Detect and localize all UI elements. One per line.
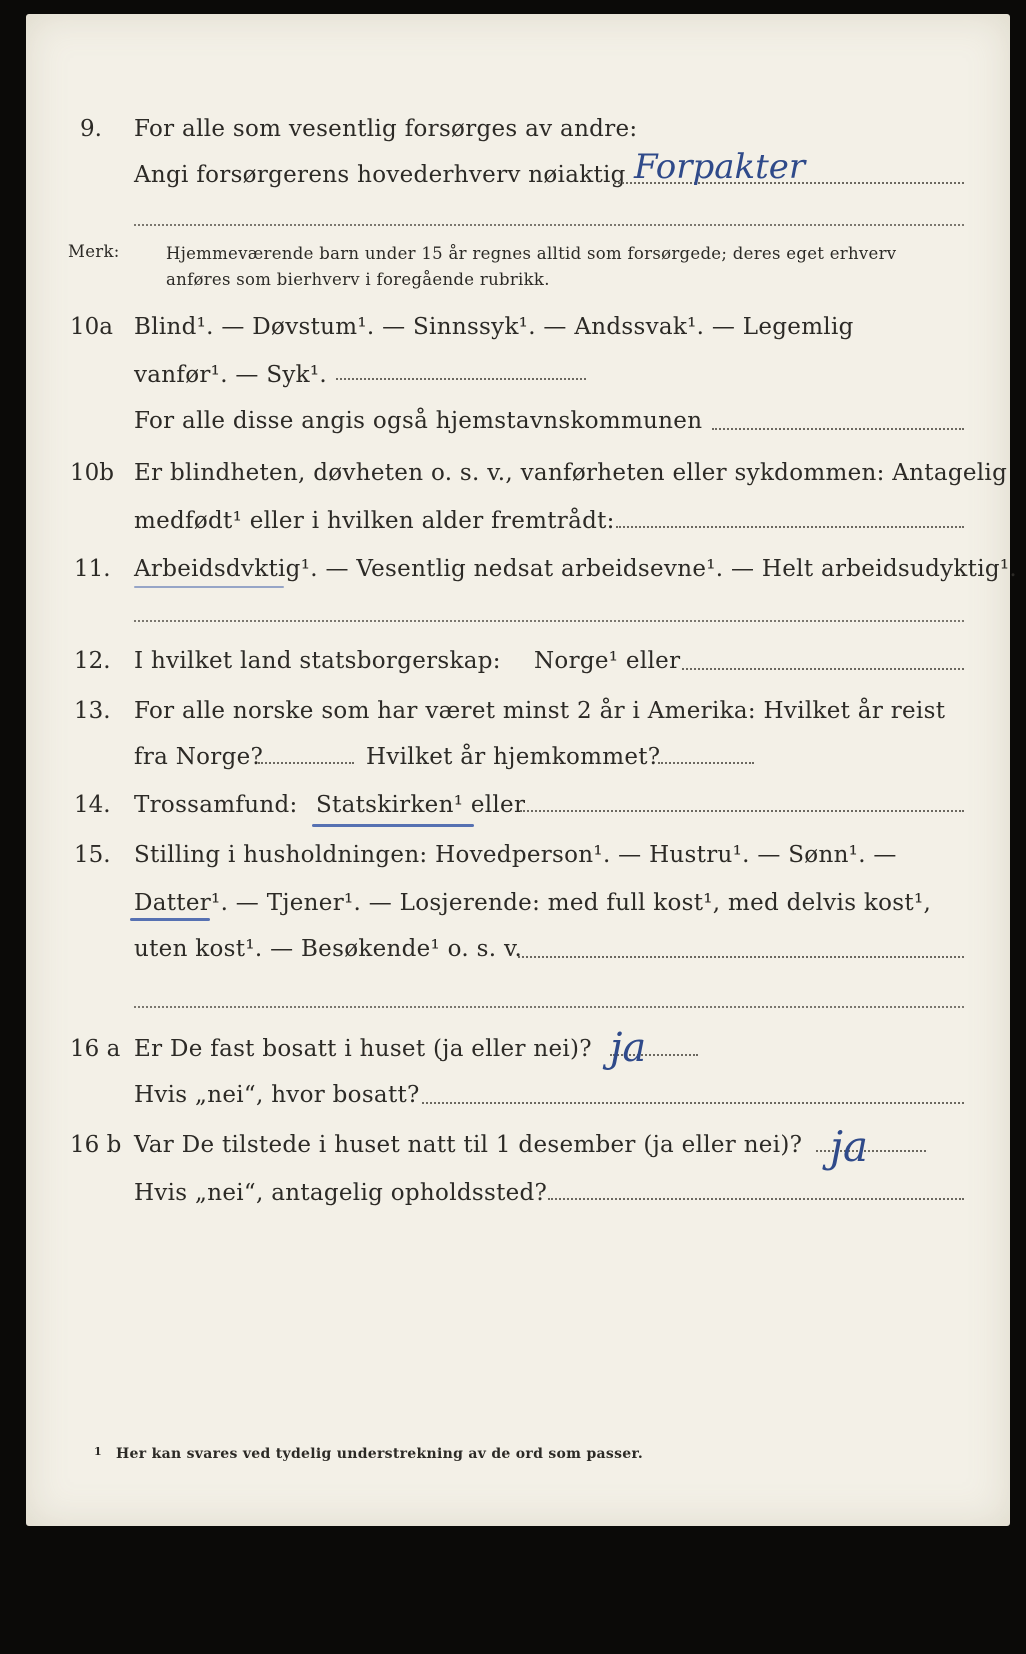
question-14-text: Trossamfund:: [134, 792, 298, 818]
question-11-text: Arbeidsdvktig¹. — Vesentlig nedsat arbeidsevne¹. — Helt arbeidsudyktig¹.: [134, 556, 1018, 582]
question-16b-line-1: Var De tilstede i huset natt til 1 desember (ja eller nei)?: [134, 1132, 803, 1158]
faint-smudge: [462, 1634, 572, 1654]
question-10a-line-2: vanfør¹. — Syk¹.: [134, 362, 328, 388]
question-10a-number: 10a: [70, 314, 113, 340]
question-15-handwritten-underline: [130, 918, 210, 921]
question-10b-answer-line: [616, 526, 964, 528]
question-12-text: I hvilket land statsborgerskap:: [134, 648, 501, 674]
question-16a-handwritten-answer[interactable]: ja: [610, 1025, 647, 1071]
question-12-answer-line: [682, 668, 964, 670]
question-15-number: 15.: [74, 842, 111, 868]
question-15-line-2: Datter¹. — Tjener¹. — Losjerende: med full kost¹, med delvis kost¹,: [134, 890, 932, 916]
question-9-text: For alle som vesentlig forsørges av andre:: [134, 116, 638, 142]
question-13-number: 13.: [74, 698, 111, 724]
question-15-line-3: uten kost¹. — Besøkende¹ o. s. v.: [134, 936, 523, 962]
question-16b-number: 16 b: [70, 1132, 122, 1158]
note-line-1: Hjemmeværende barn under 15 år regnes alltid som forsørgede; deres eget erhverv: [166, 244, 897, 263]
question-10a-sick-line: [336, 378, 586, 380]
question-14-church-option: Statskirken¹ eller: [316, 792, 526, 818]
footnote-text: Her kan svares ved tydelig understrekning av de ord som passer.: [116, 1446, 644, 1462]
question-13-return-year-line: [658, 762, 754, 764]
question-9-extra-line: [134, 224, 964, 226]
question-13-line-1: For alle norske som har været minst 2 år i Amerika: Hvilket år reist: [134, 698, 946, 724]
question-10b-line-2: medfødt¹ eller i hvilken alder fremtrådt:: [134, 508, 615, 534]
question-14-number: 14.: [74, 792, 111, 818]
question-16a-number: 16 a: [70, 1036, 121, 1062]
question-14-answer-line: [520, 810, 964, 812]
question-12-number: 12.: [74, 648, 111, 674]
question-15-line-1: Stilling i husholdningen: Hovedperson¹. — Hustru¹. — Sønn¹. —: [134, 842, 897, 868]
question-15-answer-line: [518, 956, 964, 958]
question-16a-line-2: Hvis „nei“, hvor bosatt?: [134, 1082, 420, 1108]
note-label: Merk:: [68, 242, 120, 261]
question-16b-whereabouts-line: [548, 1198, 964, 1200]
question-16a-residence-line: [422, 1102, 964, 1104]
footnote-marker: 1: [94, 1445, 102, 1458]
question-10b-line-1: Er blindheten, døvheten o. s. v., vanførheten eller sykdommen: Antagelig: [134, 460, 1008, 486]
question-16b-handwritten-answer[interactable]: ja: [830, 1122, 869, 1171]
question-10a-line-1: Blind¹. — Døvstum¹. — Sinnssyk¹. — Andssvak¹. — Legemlig: [134, 314, 854, 340]
question-15-extra-line: [134, 1006, 964, 1008]
question-13-left-year-line: [258, 762, 354, 764]
question-11-extra-line: [134, 620, 964, 622]
note-line-2: anføres som bierhverv i foregående rubrikk.: [166, 270, 550, 289]
question-16b-line-2: Hvis „nei“, antagelig opholdssted?: [134, 1180, 548, 1206]
question-9-handwritten-answer[interactable]: Forpakter: [634, 147, 806, 187]
question-13-left-norway: fra Norge?: [134, 744, 264, 770]
question-10a-municipality-line: [712, 428, 964, 430]
question-16a-line-1: Er De fast bosatt i huset (ja eller nei)?: [134, 1036, 592, 1062]
question-14-handwritten-underline: [312, 824, 474, 827]
question-10a-line-3: For alle disse angis også hjemstavnskommunen: [134, 408, 703, 434]
question-13-returned: Hvilket år hjemkommet?: [366, 744, 661, 770]
question-11-number: 11.: [74, 556, 111, 582]
question-11-faint-mark: [134, 586, 284, 588]
question-9-number: 9.: [80, 116, 102, 142]
question-10b-number: 10b: [70, 460, 114, 486]
census-form-page: [26, 14, 1018, 1526]
question-9-provider-label: Angi forsørgerens hovederhverv nøiaktig: [134, 162, 626, 188]
question-12-norway-option: Norge¹ eller: [534, 648, 681, 674]
